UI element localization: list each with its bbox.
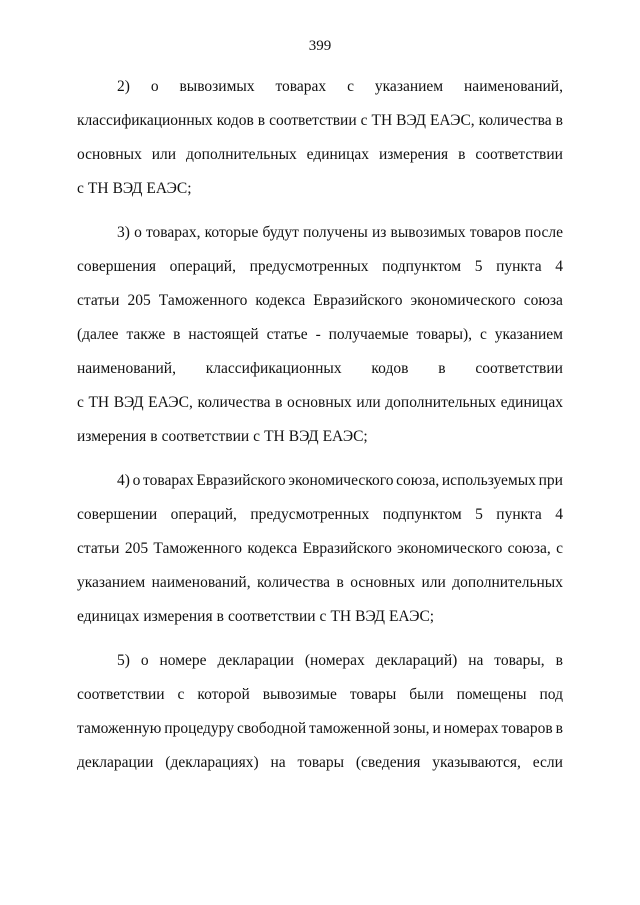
- text-line: [77, 284, 563, 318]
- word: 205: [124, 540, 149, 557]
- text-line: [77, 678, 563, 712]
- word: с: [177, 686, 185, 703]
- text-line: [77, 250, 563, 284]
- word: получаемые: [328, 326, 409, 343]
- word: количества: [478, 112, 552, 129]
- word: ВЭД: [288, 428, 319, 445]
- word: после: [525, 224, 563, 241]
- text-line: [77, 138, 563, 172]
- word: соответствии: [227, 608, 316, 625]
- word: -: [315, 326, 321, 343]
- word: единицах: [77, 608, 140, 625]
- word: о: [134, 224, 142, 241]
- word: основных: [77, 146, 142, 163]
- word: операций,: [169, 258, 236, 275]
- word: номере: [159, 652, 207, 669]
- word: операций,: [170, 506, 237, 523]
- word: на: [270, 754, 286, 771]
- document-body: [77, 70, 563, 790]
- text-line: [77, 498, 563, 532]
- paragraph-2: [77, 216, 563, 454]
- word: зоны,: [393, 720, 430, 737]
- word: которые: [204, 224, 259, 241]
- word: с: [77, 180, 84, 197]
- word: вывозимые: [262, 686, 337, 703]
- word: декларации: [217, 652, 294, 669]
- word: дополнительных: [452, 574, 563, 591]
- text-line: [77, 712, 563, 746]
- word: Евразийского: [196, 472, 286, 489]
- word: статьи: [77, 540, 120, 557]
- word: количества: [197, 394, 271, 411]
- paragraph-3: [77, 464, 563, 634]
- word: ЕАЭС,: [429, 112, 475, 129]
- word: ВЭД: [355, 608, 385, 625]
- word: ТН: [87, 180, 109, 197]
- word: дополнительных: [186, 146, 297, 163]
- word: с: [347, 78, 354, 95]
- word: 205: [127, 292, 151, 309]
- word: о: [150, 78, 159, 95]
- word: таможенную: [77, 720, 162, 737]
- word: декларации: [77, 754, 154, 771]
- word: Таможенного: [153, 540, 242, 557]
- word: свободной: [236, 720, 307, 737]
- text-line: [77, 566, 563, 600]
- word: ЕАЭС;: [322, 428, 368, 445]
- word: указанием: [494, 326, 563, 343]
- word: количества: [257, 574, 331, 591]
- paragraph-1: [77, 70, 563, 206]
- word: о: [140, 652, 149, 669]
- text-line: [77, 644, 563, 678]
- word: с: [556, 540, 563, 557]
- word: также: [126, 326, 166, 343]
- word: в: [555, 720, 563, 737]
- word: или: [421, 574, 446, 591]
- text-line: [77, 104, 563, 138]
- word: или: [356, 394, 381, 411]
- word: в: [150, 428, 158, 445]
- word: соответствии: [475, 360, 563, 377]
- word: Евразийского: [302, 540, 392, 557]
- word: товаров: [469, 224, 521, 241]
- word: 4: [555, 506, 563, 523]
- paragraph-4: [77, 644, 563, 780]
- word: на: [468, 652, 484, 669]
- word: ВЭД: [396, 112, 426, 129]
- text-line: [77, 600, 563, 634]
- word: статье: [266, 326, 308, 343]
- word: в: [257, 112, 266, 129]
- word: под: [539, 686, 563, 703]
- word: номерах: [443, 720, 499, 737]
- word: совершении: [77, 506, 158, 523]
- word: кодекса: [247, 540, 298, 557]
- word: ЕАЭС,: [148, 394, 193, 411]
- word: Евразийского: [313, 292, 403, 309]
- word: в: [275, 394, 283, 411]
- word: союза,: [396, 472, 440, 489]
- word: 3): [117, 224, 130, 241]
- word: используемых: [441, 472, 536, 489]
- word: товары,: [494, 652, 545, 669]
- word: вывозимых: [179, 78, 255, 95]
- word: настоящей: [188, 326, 259, 343]
- word: Таможенного: [158, 292, 248, 309]
- word: соответствии: [475, 146, 563, 163]
- text-line: [77, 216, 563, 250]
- word: будут: [262, 224, 299, 241]
- word: в: [173, 326, 181, 343]
- word: ТН: [330, 608, 352, 625]
- word: с: [479, 326, 487, 343]
- word: ЕАЭС;: [388, 608, 435, 625]
- word: 4: [555, 258, 563, 275]
- word: получены: [303, 224, 368, 241]
- text-line: [77, 420, 563, 454]
- word: указываются,: [432, 754, 521, 771]
- word: в: [555, 652, 563, 669]
- word: 5): [117, 652, 130, 669]
- word: товарах: [275, 78, 327, 95]
- text-line: [77, 172, 563, 206]
- word: если: [532, 754, 563, 771]
- word: товары),: [416, 326, 473, 343]
- text-line: [77, 386, 563, 420]
- word: кодекса: [255, 292, 306, 309]
- word: статьи: [77, 292, 120, 309]
- word: процедуру: [164, 720, 234, 737]
- word: (номерах: [304, 652, 365, 669]
- word: предусмотренных: [249, 258, 369, 275]
- word: при: [538, 472, 563, 489]
- word: товарах: [143, 472, 194, 489]
- text-line: [77, 532, 563, 566]
- word: союза: [523, 292, 563, 309]
- word: в: [458, 146, 466, 163]
- word: предусмотренных: [250, 506, 370, 523]
- text-line: [77, 318, 563, 352]
- word: классификационных: [205, 360, 342, 377]
- word: дополнительных: [385, 394, 497, 411]
- word: кодов: [371, 360, 409, 377]
- word: 2): [117, 78, 130, 95]
- word: из: [371, 224, 387, 241]
- word: с: [77, 394, 84, 411]
- word: в: [216, 608, 224, 625]
- word: вывозимых: [390, 224, 466, 241]
- word: соответствии: [77, 686, 165, 703]
- word: подпунктом: [382, 506, 462, 523]
- text-line: [77, 464, 563, 498]
- word: товарах,: [145, 224, 201, 241]
- word: и: [432, 720, 441, 737]
- word: соответствии: [161, 428, 250, 445]
- word: указанием: [77, 574, 146, 591]
- text-line: [77, 746, 563, 780]
- word: единицах: [306, 146, 370, 163]
- word: с: [253, 428, 261, 445]
- word: соответствии: [269, 112, 357, 129]
- word: (далее: [77, 326, 119, 343]
- word: союза,: [507, 540, 551, 557]
- word: измерения: [143, 608, 213, 625]
- word: ЕАЭС;: [146, 180, 192, 197]
- word: были: [409, 686, 444, 703]
- word: экономического: [410, 292, 516, 309]
- word: классификационных: [77, 112, 213, 129]
- word: с: [319, 608, 327, 625]
- word: ТН: [371, 112, 393, 129]
- word: основных: [286, 394, 352, 411]
- word: о: [132, 472, 141, 489]
- word: экономического: [288, 472, 394, 489]
- word: товары: [349, 686, 397, 703]
- word: измерения: [378, 146, 449, 163]
- word: основных: [350, 574, 416, 591]
- word: (сведения: [355, 754, 421, 771]
- text-line: [77, 70, 563, 104]
- word: экономического: [397, 540, 503, 557]
- word: ТН: [88, 394, 110, 411]
- word: наименований,: [464, 78, 563, 95]
- word: 4): [117, 472, 130, 489]
- word: в: [555, 112, 563, 129]
- word: которой: [197, 686, 250, 703]
- word: ВЭД: [112, 180, 143, 197]
- word: совершения: [77, 258, 157, 275]
- word: таможенной: [309, 720, 391, 737]
- page-number: 399: [308, 38, 332, 54]
- text-line: [77, 352, 563, 386]
- word: ВЭД: [113, 394, 144, 411]
- word: кодов: [216, 112, 254, 129]
- word: указанием: [374, 78, 444, 95]
- word: единицах: [500, 394, 563, 411]
- word: наименований,: [77, 360, 176, 377]
- word: подпунктом: [382, 258, 462, 275]
- word: в: [336, 574, 344, 591]
- word: или: [151, 146, 177, 163]
- word: (декларациях): [165, 754, 259, 771]
- word: ТН: [264, 428, 285, 445]
- word: в: [438, 360, 446, 377]
- word: 5: [474, 258, 483, 275]
- word: пункта: [496, 506, 542, 523]
- word: товаров: [501, 720, 553, 737]
- word: измерения: [77, 428, 147, 445]
- word: товары: [297, 754, 345, 771]
- word: наименований,: [151, 574, 251, 591]
- word: деклараций): [375, 652, 458, 669]
- word: помещены: [456, 686, 527, 703]
- word: 5: [475, 506, 483, 523]
- word: с: [360, 112, 368, 129]
- word: пункта: [496, 258, 542, 275]
